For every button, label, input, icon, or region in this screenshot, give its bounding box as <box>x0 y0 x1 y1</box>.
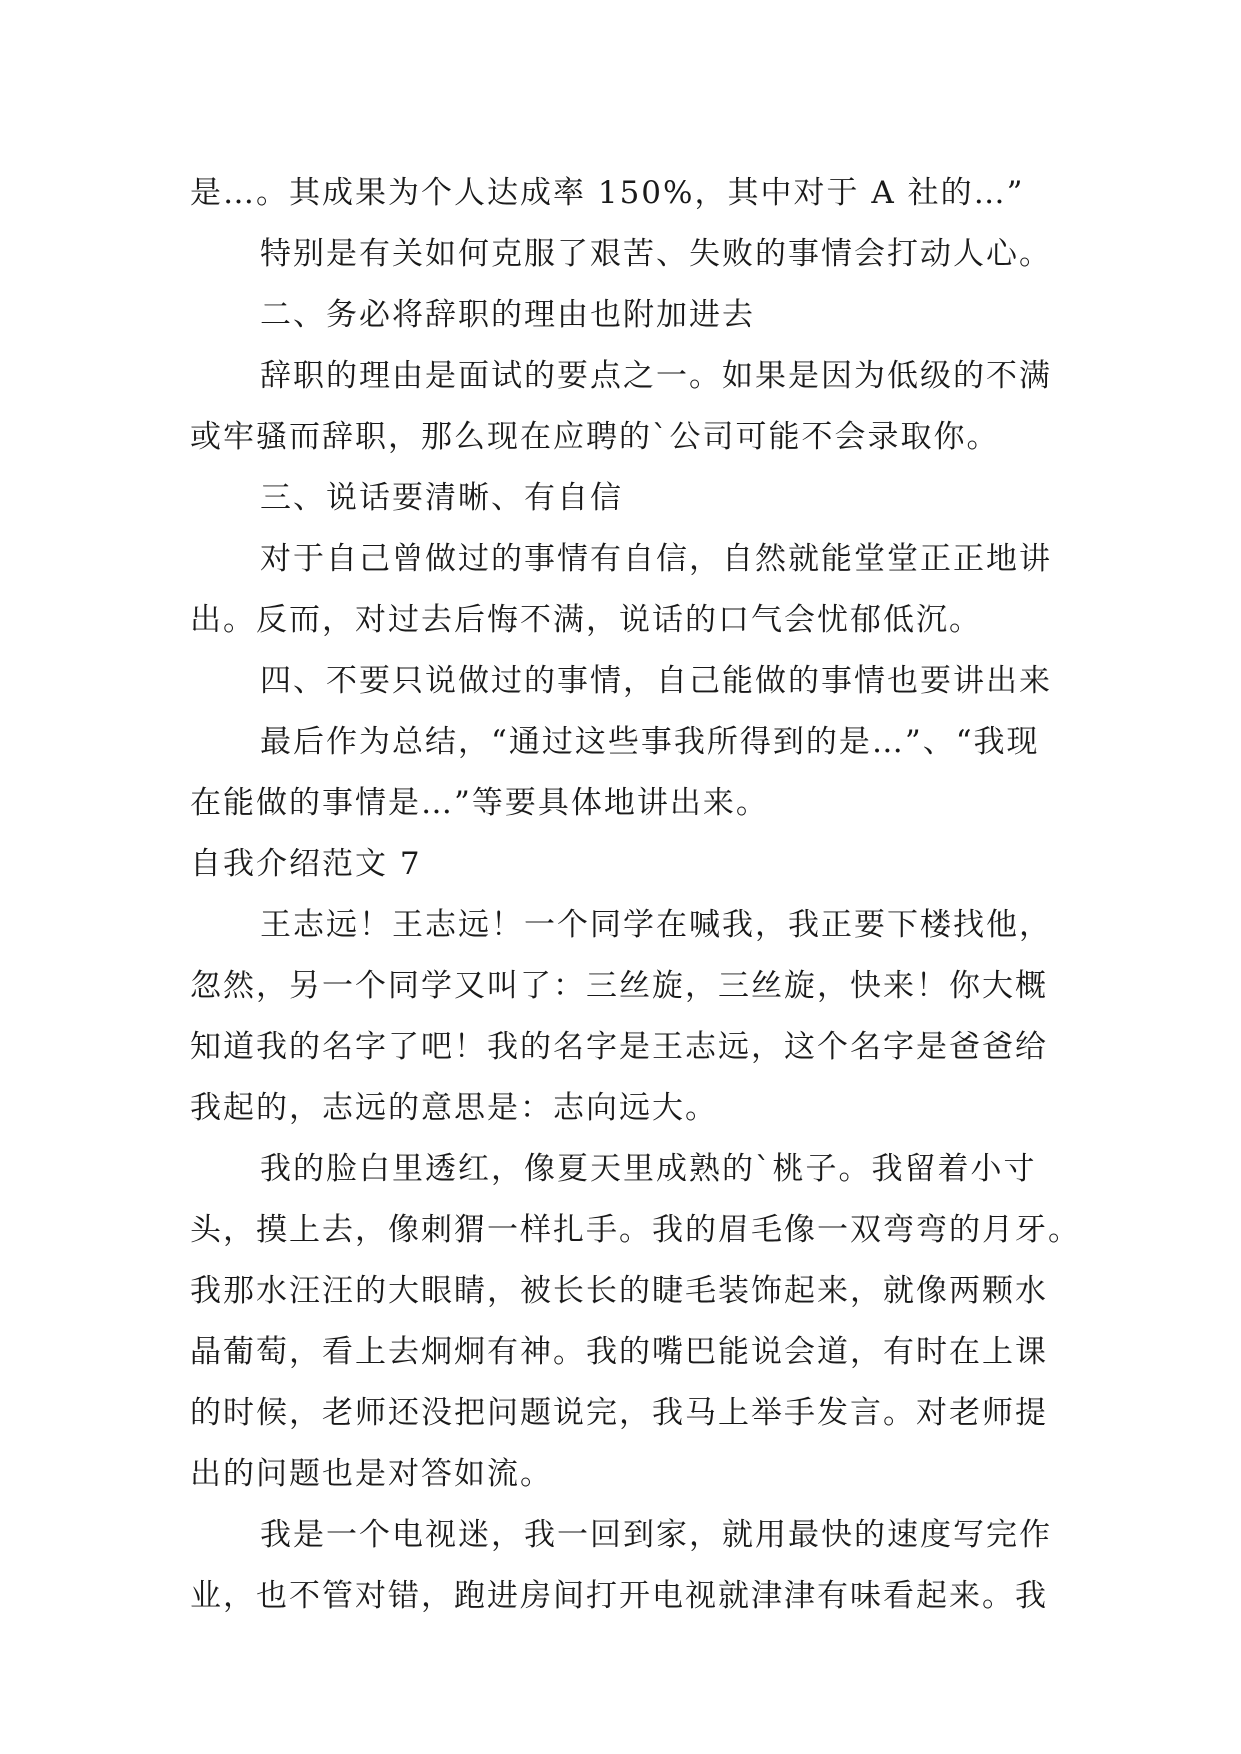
document-body-top <box>190 163 1050 834</box>
text-line: 知道我的名字了吧！我的名字是王志远，这个名字是爸爸给 <box>190 1029 1048 1065</box>
text-line: 我是一个电视迷，我一回到家，就用最快的速度写完作 <box>260 1517 1052 1553</box>
text-line: 我那水汪汪的大眼睛，被长长的睫毛装饰起来，就像两颗水 <box>190 1273 1048 1309</box>
text-line: 四、不要只说做过的事情，自己能做的事情也要讲出来 <box>260 663 1052 699</box>
text-line: 对于自己曾做过的事情有自信，自然就能堂堂正正地讲 <box>260 541 1052 577</box>
text-line: 在能做的事情是…”等要具体地讲出来。 <box>190 785 769 821</box>
text-line: 特别是有关如何克服了艰苦、失败的事情会打动人心。 <box>260 236 1052 272</box>
text-line: 出的问题也是对答如流。 <box>190 1456 553 1492</box>
text-line: 最后作为总结，“通过这些事我所得到的是…”、“我现 <box>260 724 1040 760</box>
document-page <box>190 163 1081 1627</box>
text-line: 王志远！王志远！一个同学在喊我，我正要下楼找他， <box>260 907 1052 943</box>
text-line: 是…。其成果为个人达成率 150%，其中对于 A 社的…” <box>190 175 1025 211</box>
text-line: 或牢骚而辞职，那么现在应聘的`公司可能不会录取你。 <box>190 419 1000 455</box>
text-line: 二、务必将辞职的理由也附加进去 <box>260 297 755 333</box>
text-line: 辞职的理由是面试的要点之一。如果是因为低级的不满 <box>260 358 1052 394</box>
text-line: 头，摸上去，像刺猬一样扎手。我的眉毛像一双弯弯的月牙。 <box>190 1212 1081 1248</box>
text-line: 业，也不管对错，跑进房间打开电视就津津有味看起来。我 <box>190 1578 1048 1614</box>
text-line: 忽然，另一个同学又叫了：三丝旋，三丝旋，快来！你大概 <box>190 968 1048 1004</box>
text-line: 我起的，志远的意思是：志向远大。 <box>190 1090 718 1126</box>
document-body-bottom <box>190 895 1081 1627</box>
text-line: 的时候，老师还没把问题说完，我马上举手发言。对老师提 <box>190 1395 1048 1431</box>
section-title: 自我介绍范文 7 <box>190 846 422 882</box>
text-line: 三、说话要清晰、有自信 <box>260 480 623 516</box>
text-line: 晶葡萄，看上去炯炯有神。我的嘴巴能说会道，有时在上课 <box>190 1334 1048 1370</box>
text-line: 出。反而，对过去后悔不满，说话的口气会忧郁低沉。 <box>190 602 982 638</box>
text-line: 我的脸白里透红，像夏天里成熟的`桃子。我留着小寸 <box>260 1151 1037 1187</box>
